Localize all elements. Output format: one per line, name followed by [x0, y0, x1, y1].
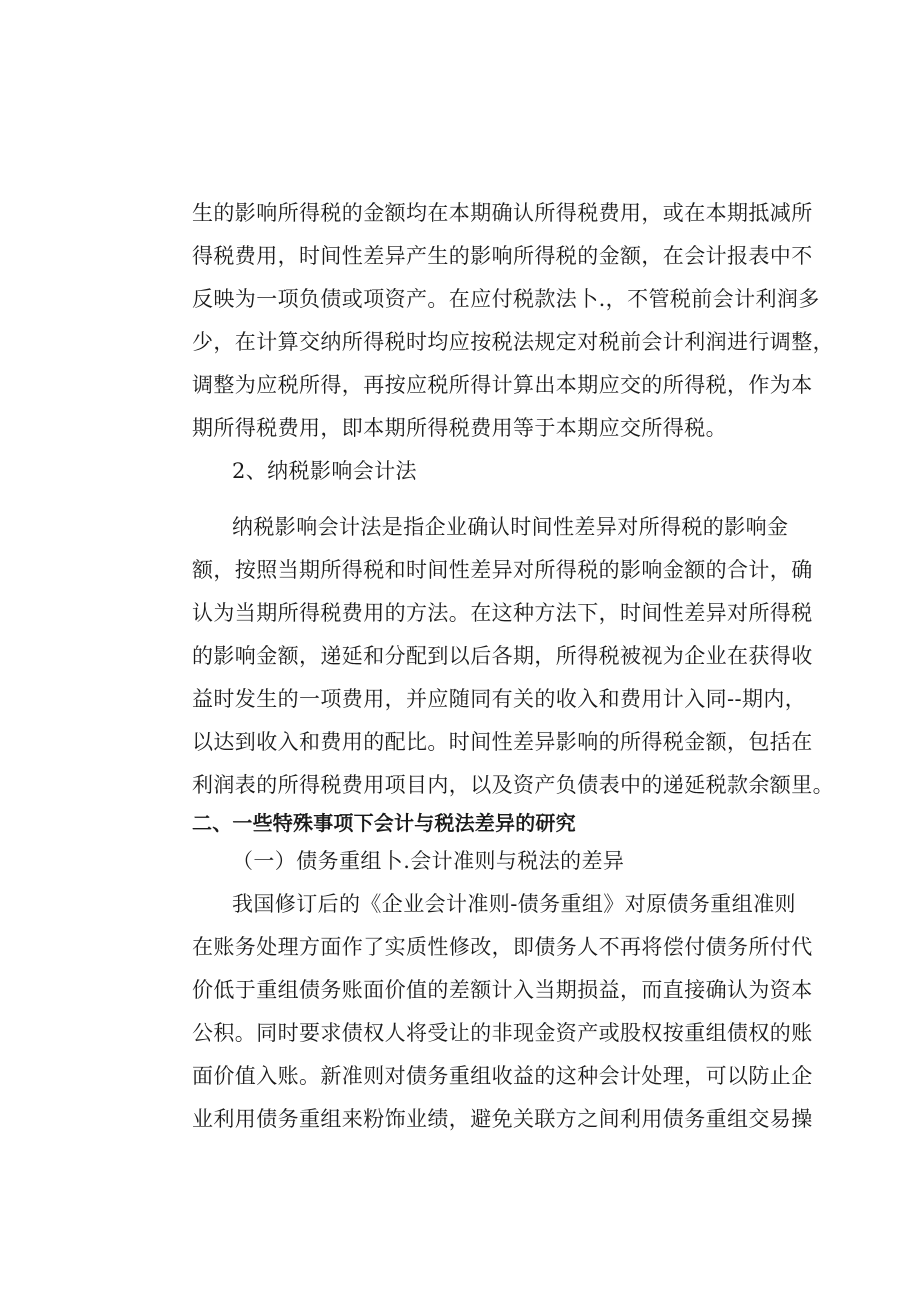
- paragraph-2-line-6: 以达到收入和费用的配比。时间性差异影响的所得税金额，包括在: [192, 730, 813, 754]
- paragraph-2-line-3: 认为当期所得税费用的方法。在这种方法下，时间性差异对所得税: [192, 601, 813, 625]
- paragraph-2-line-2: 额，按照当期所得税和时间性差异对所得税的影响金额的合计，确: [192, 558, 813, 582]
- paragraph-2-line-4: 的影响金额，递延和分配到以后各期，所得税被视为企业在获得收: [192, 644, 813, 668]
- section-heading: 二、一些特殊事项下会计与税法差异的研究: [192, 811, 576, 835]
- paragraph-1-line-1: 生的影响所得税的金额均在本期确认所得税费用，或在本期抵减所: [192, 201, 813, 225]
- paragraph-2-line-1: 纳税影响会计法是指企业确认时间性差异对所得税的影响金: [232, 515, 789, 539]
- paragraph-1-line-2: 得税费用，时间性差异产生的影响所得税的金额，在会计报表中不: [192, 244, 813, 268]
- paragraph-1-line-4: 少，在计算交纳所得税时均应按税法规定对税前会计利润进行调整，: [192, 330, 834, 354]
- paragraph-1-line-3: 反映为一项负债或项资产。在应付税款法卜.，不管税前会计利润多: [192, 287, 820, 311]
- paragraph-3-line-6: 业利用债务重组来粉饰业绩，避免关联方之间利用债务重组交易操: [192, 1107, 813, 1131]
- paragraph-2-line-5: 益时发生的一项费用，并应随同有关的收入和费用计入同--期内，: [192, 687, 807, 711]
- paragraph-1-line-6: 期所得税费用，即本期所得税费用等于本期应交所得税。: [192, 416, 727, 440]
- paragraph-3-line-5: 面价值入账。新准则对债务重组收益的这种会计处理，可以防止企: [192, 1064, 813, 1088]
- paragraph-2-line-7: 利润表的所得税费用项目内，以及资产负债表中的递延税款余额里。: [192, 773, 834, 797]
- paragraph-3-line-1: 我国修订后的《企业会计准则-债务重组》对原债务重组准则: [232, 892, 796, 916]
- paragraph-3-line-3: 价低于重组债务账面价值的差额计入当期损益，而直接确认为资本: [192, 978, 813, 1002]
- paragraph-1-line-5: 调整为应税所得，再按应税所得计算出本期应交的所得税，作为本: [192, 373, 813, 397]
- subheading-tax-effect-method: 2、纳税影响会计法: [232, 459, 417, 483]
- paragraph-3-line-4: 公积。同时要求债权人将受让的非现金资产或股权按重组债权的账: [192, 1021, 813, 1045]
- paragraph-3-line-2: 在账务处理方面作了实质性修改，即债务人不再将偿付债务所付代: [192, 935, 813, 959]
- subsection-heading: （一）债务重组卜.会计准则与税法的差异: [232, 849, 625, 873]
